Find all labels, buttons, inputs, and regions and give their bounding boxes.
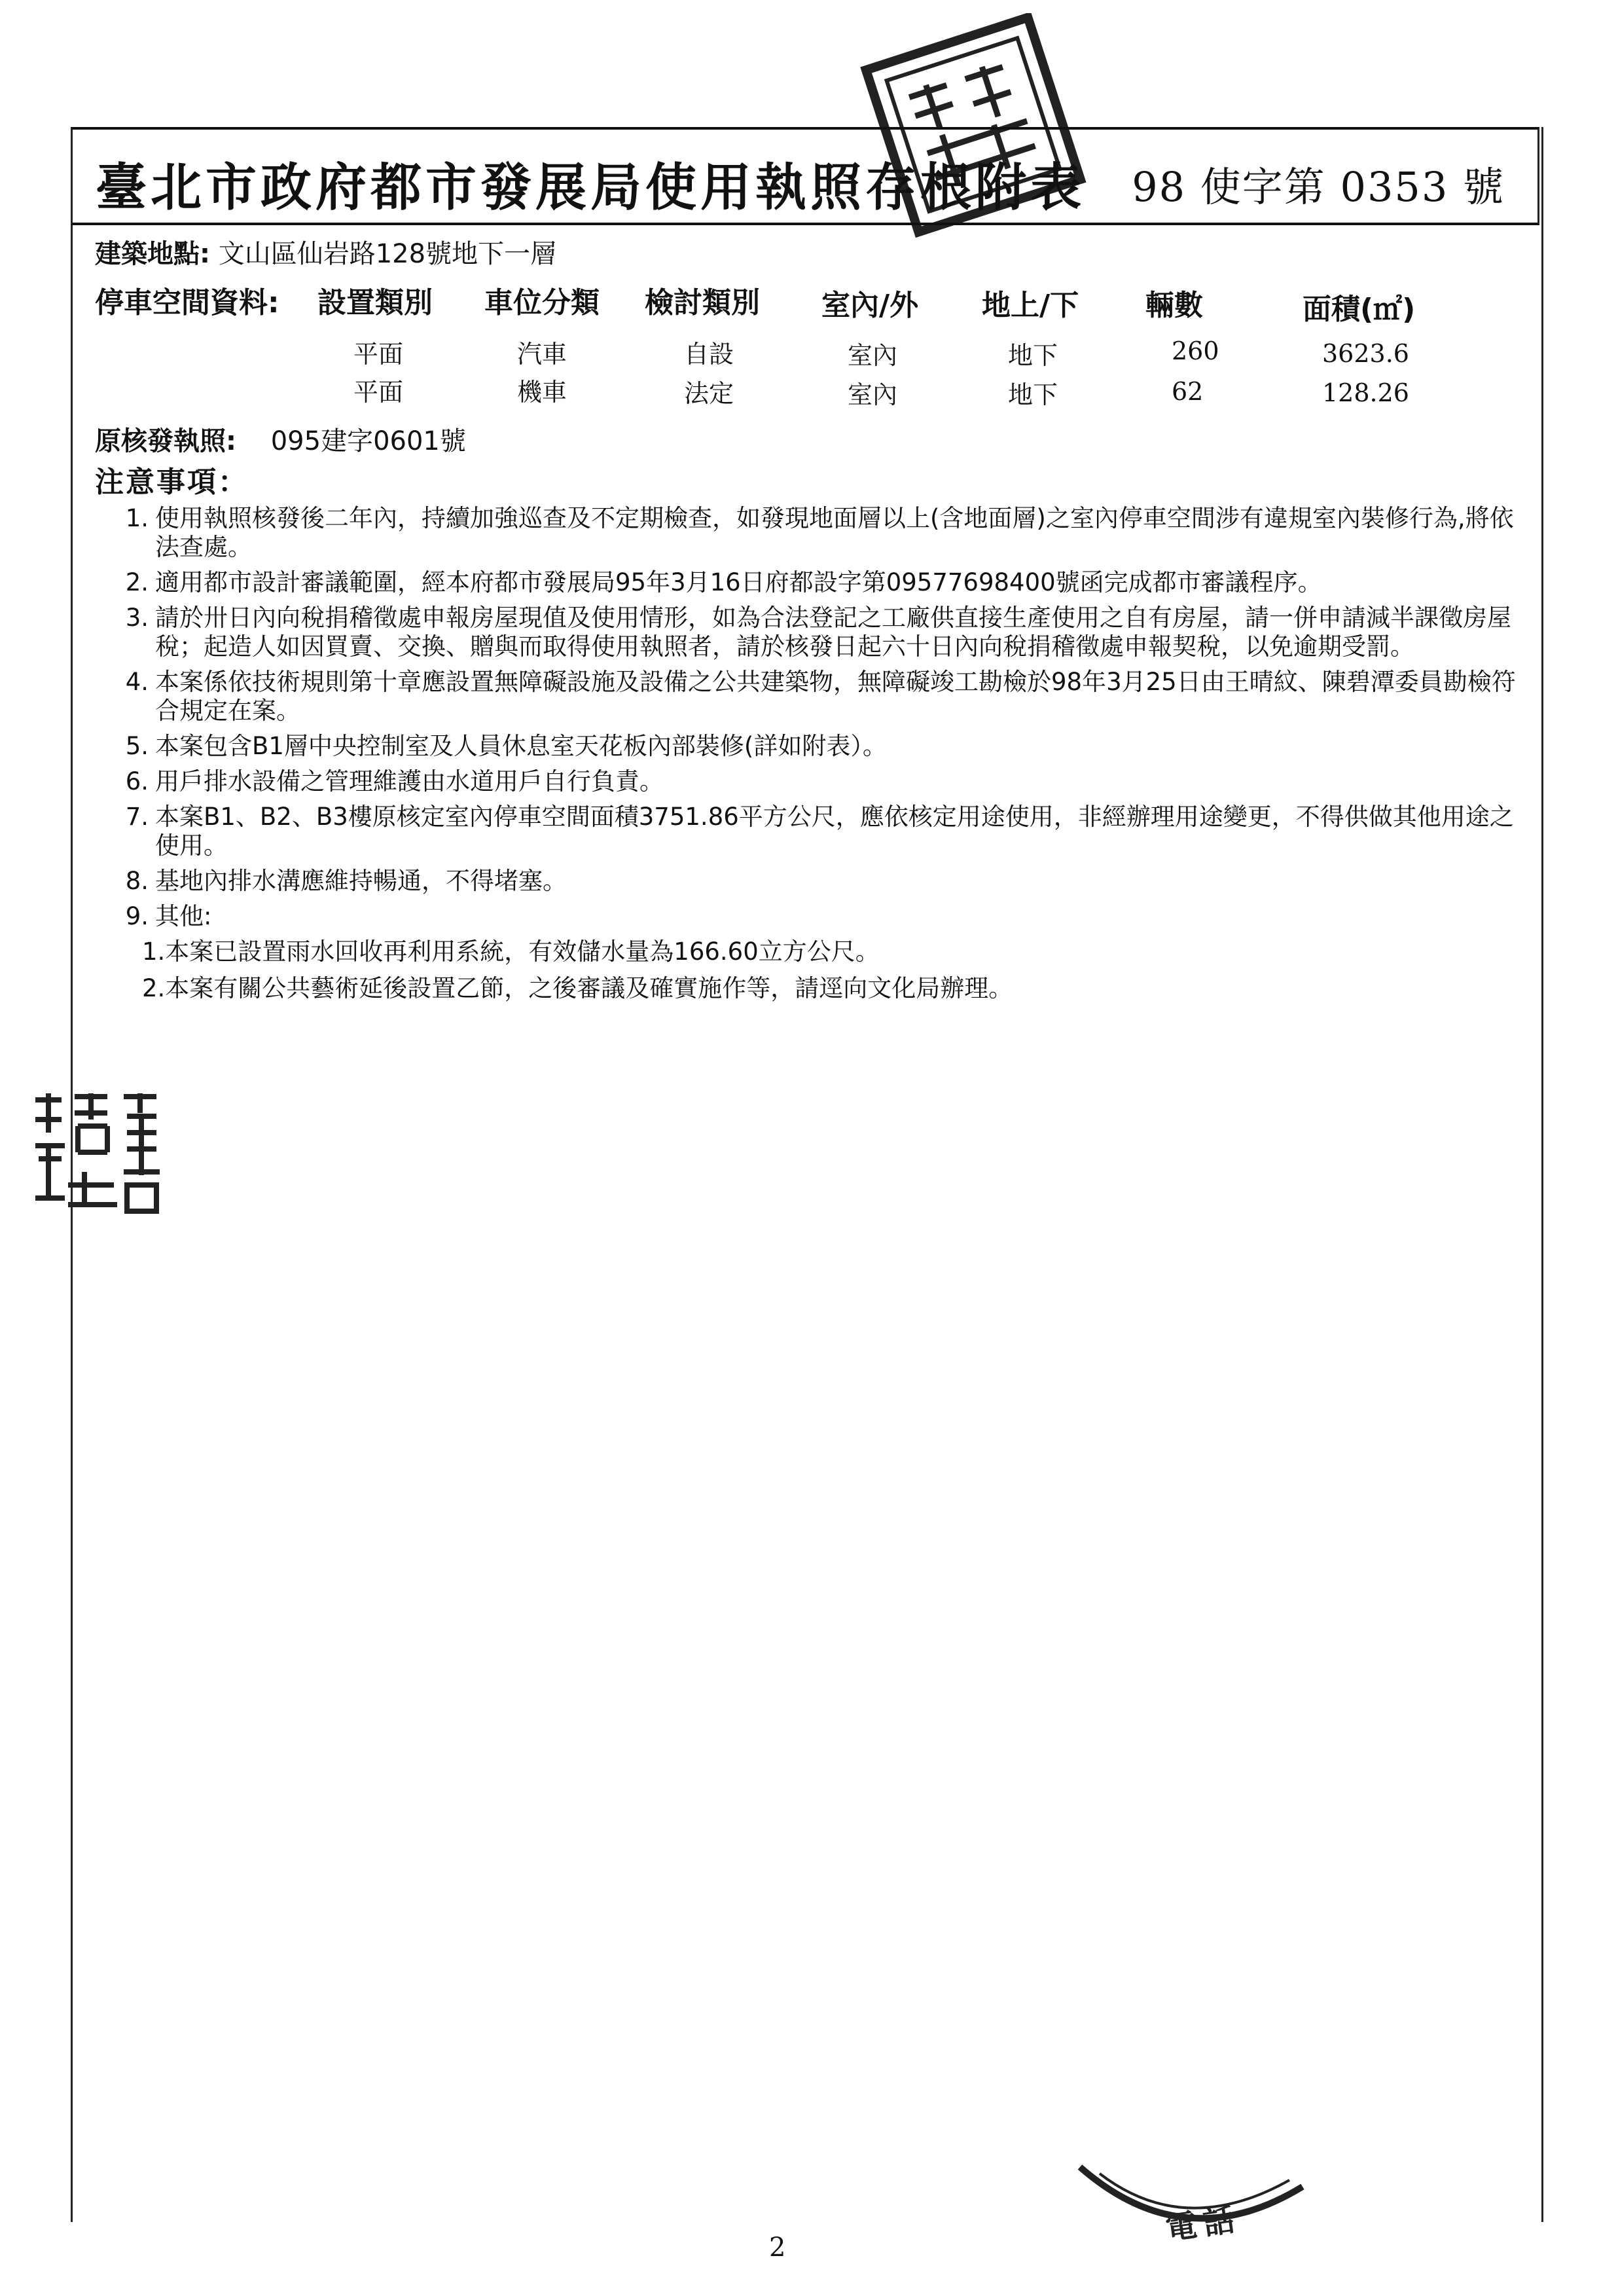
notice-subitem: 2.本案有關公共藝術延後設置乙節，之後審議及確實施作等，請逕向文化局辦理。 xyxy=(142,974,1013,1002)
parking-col-header: 地上/下 xyxy=(982,289,1079,322)
parking-cell: 地下 xyxy=(1008,380,1058,409)
notice-item xyxy=(108,604,1528,661)
parking-cell: 260 xyxy=(1172,337,1219,365)
parking-label: 停車空間資料: xyxy=(95,286,279,319)
parking-col-header: 設置類別 xyxy=(317,286,433,319)
parking-col-header: 室內/外 xyxy=(821,289,919,322)
notice-item xyxy=(108,668,1528,725)
parking-cell: 平面 xyxy=(353,378,404,407)
permit-number: 98 使字第 0353 號 xyxy=(1132,163,1505,211)
notice-text: 請於卅日內向稅捐稽徵處申報房屋現值及使用情形，如為合法登記之工廠供直接生產使用之自有房屋，請一併申請減半課徵房屋稅；起造人如因買賣、交換、贈與而取得使用執照者，請於核發日起六十日內向稅捐稽徵處申報契稅，以免逾期受罰。 xyxy=(155,604,1511,661)
notice-number: 2. xyxy=(125,568,149,596)
notice-number: 5. xyxy=(125,732,149,760)
notice-item xyxy=(108,902,1528,931)
parking-cell: 128.26 xyxy=(1322,378,1409,407)
notice-number: 8. xyxy=(125,867,149,895)
notice-list xyxy=(108,504,1528,1011)
original-permit-value: 095建字0601號 xyxy=(270,426,466,456)
notice-text: 使用執照核發後二年內，持續加強巡查及不定期檢查，如發現地面層以上(含地面層)之室內停車空間涉有違規室內裝修行為,將依法查處。 xyxy=(155,504,1514,561)
notice-item xyxy=(108,732,1528,761)
site-value: 文山區仙岩路128號地下一層 xyxy=(218,239,557,269)
document-header xyxy=(71,127,1539,225)
notice-item xyxy=(108,767,1528,796)
notice-item xyxy=(108,504,1528,562)
notice-item xyxy=(108,867,1528,896)
notice-text: 本案B1、B2、B3樓原核定室內停車空間面積3751.86平方公尺，應依核定用途使用，非經辦理用途變更，不得供做其他用途之使用。 xyxy=(155,803,1514,860)
notice-number: 9. xyxy=(125,902,149,930)
parking-cell: 平面 xyxy=(353,340,404,369)
notice-item xyxy=(108,568,1528,597)
notice-number: 3. xyxy=(125,604,149,632)
parking-cell: 3623.6 xyxy=(1322,339,1409,368)
parking-col-header: 面積(㎡) xyxy=(1303,293,1416,326)
notice-number: 6. xyxy=(125,767,149,795)
telephone-stamp xyxy=(1073,2160,1309,2246)
parking-cell: 室內 xyxy=(848,380,898,409)
notice-number: 1. xyxy=(125,504,149,532)
site-address-line xyxy=(95,233,556,270)
parking-col-header: 檢討類別 xyxy=(645,286,760,319)
notice-item xyxy=(108,803,1528,860)
parking-cell: 62 xyxy=(1172,377,1204,406)
official-seal-stamp-left xyxy=(29,1087,166,1218)
site-label: 建築地點: xyxy=(95,239,210,269)
page-number: 2 xyxy=(769,2232,786,2263)
parking-cell: 地下 xyxy=(1008,341,1058,370)
notice-text: 用戶排水設備之管理維護由水道用戶自行負責。 xyxy=(155,767,664,795)
notice-text: 本案係依技術規則第十章應設置無障礙設施及設備之公共建築物，無障礙竣工勘檢於98年3月25日由王晴紋、陳碧潭委員勘檢符合規定在案。 xyxy=(155,668,1516,725)
notice-text: 基地內排水溝應維持暢通，不得堵塞。 xyxy=(155,867,567,895)
parking-col-header: 輛數 xyxy=(1145,289,1203,322)
notice-text: 其他: xyxy=(155,902,212,930)
notice-number: 7. xyxy=(125,803,149,831)
notice-text: 本案包含B1層中央控制室及人員休息室天花板內部裝修(詳如附表）。 xyxy=(155,732,887,760)
original-permit-label: 原核發執照: xyxy=(95,426,236,456)
notice-subitem: 1.本案已設置雨水回收再利用系統，有效儲水量為166.60立方公尺。 xyxy=(142,938,880,966)
parking-col-header: 車位分類 xyxy=(484,286,600,319)
notice-number: 4. xyxy=(125,668,149,696)
parking-cell: 機車 xyxy=(517,378,567,407)
original-permit-line xyxy=(95,420,466,458)
parking-cell: 自設 xyxy=(684,340,734,369)
parking-cell: 汽車 xyxy=(517,340,567,369)
parking-cell: 室內 xyxy=(848,341,898,370)
document-title: 臺北市政府都市發展局使用執照存根附表 xyxy=(96,158,1086,217)
notice-title: 注意事項： xyxy=(95,465,249,499)
parking-cell: 法定 xyxy=(684,379,734,408)
telephone-stamp-text: 電話 xyxy=(1163,2200,1244,2248)
notice-text: 適用都市設計審議範圍，經本府都市發展局95年3月16日府都設字第09577698400號函完成都市審議程序。 xyxy=(155,568,1322,596)
